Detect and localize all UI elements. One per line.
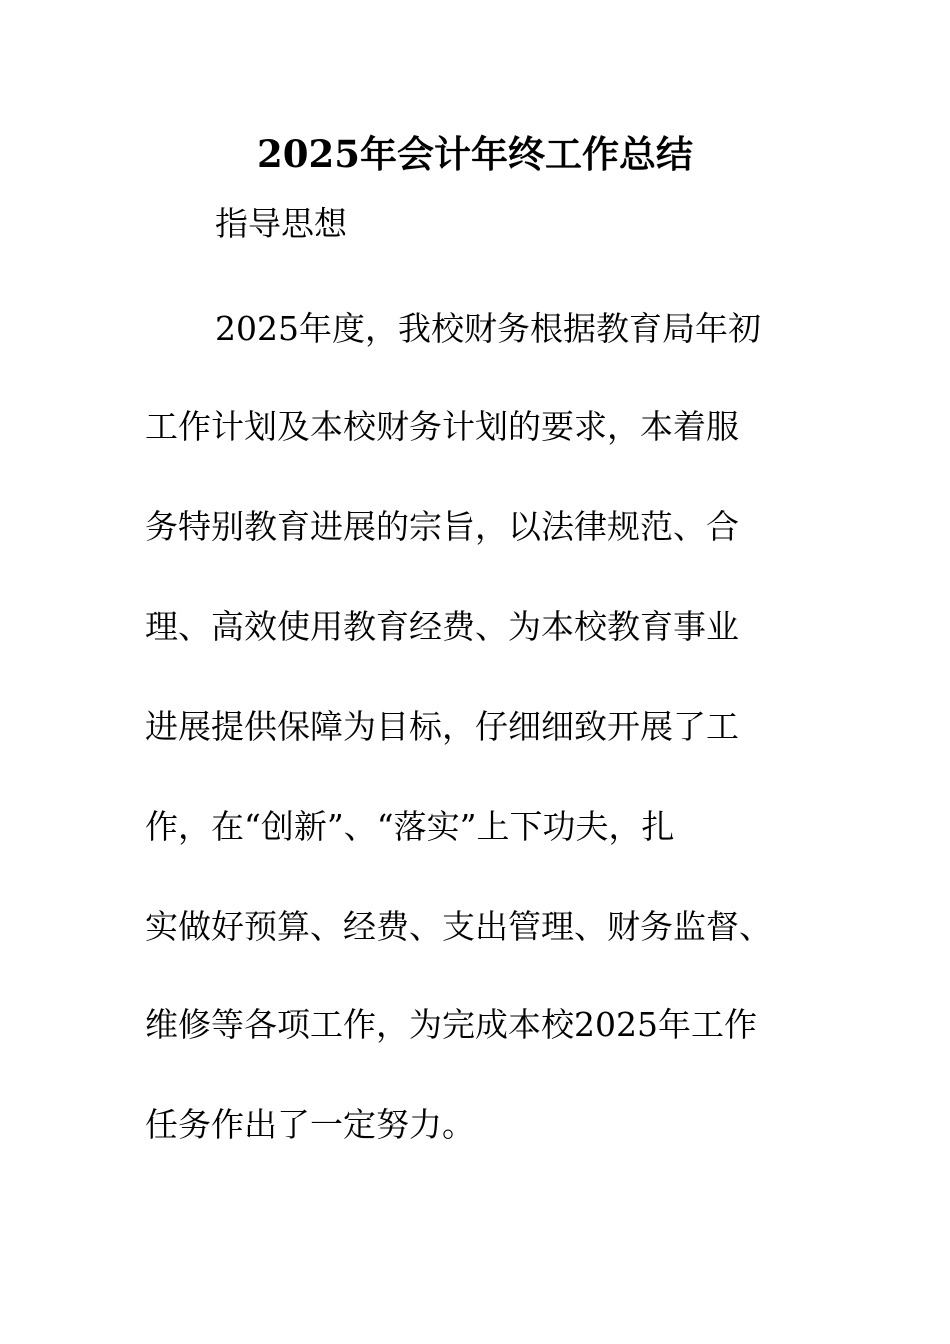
paragraph-line: 维修等各项工作，为完成本校2025年工作	[145, 1005, 757, 1044]
paragraph-line: 理、高效使用教育经费、为本校教育事业	[145, 607, 739, 646]
paragraph-line: 实做好预算、经费、支出管理、财务监督、	[145, 907, 772, 946]
paragraph-line: 进展提供保障为目标，仔细细致开展了工	[145, 707, 739, 746]
paragraph-line: 工作计划及本校财务计划的要求，本着服	[145, 407, 739, 446]
paragraph-line: 务特别教育进展的宗旨，以法律规范、合	[145, 507, 739, 546]
paragraph-line: 任务作出了一定努力。	[145, 1105, 475, 1144]
section-heading: 指导思想	[215, 204, 347, 243]
paragraph-line: 2025年度，我校财务根据教育局年初	[215, 309, 761, 348]
document-title: 2025年会计年终工作总结	[257, 132, 693, 176]
paragraph-line: 作，在“创新”、“落实”上下功夫，扎	[145, 807, 675, 846]
